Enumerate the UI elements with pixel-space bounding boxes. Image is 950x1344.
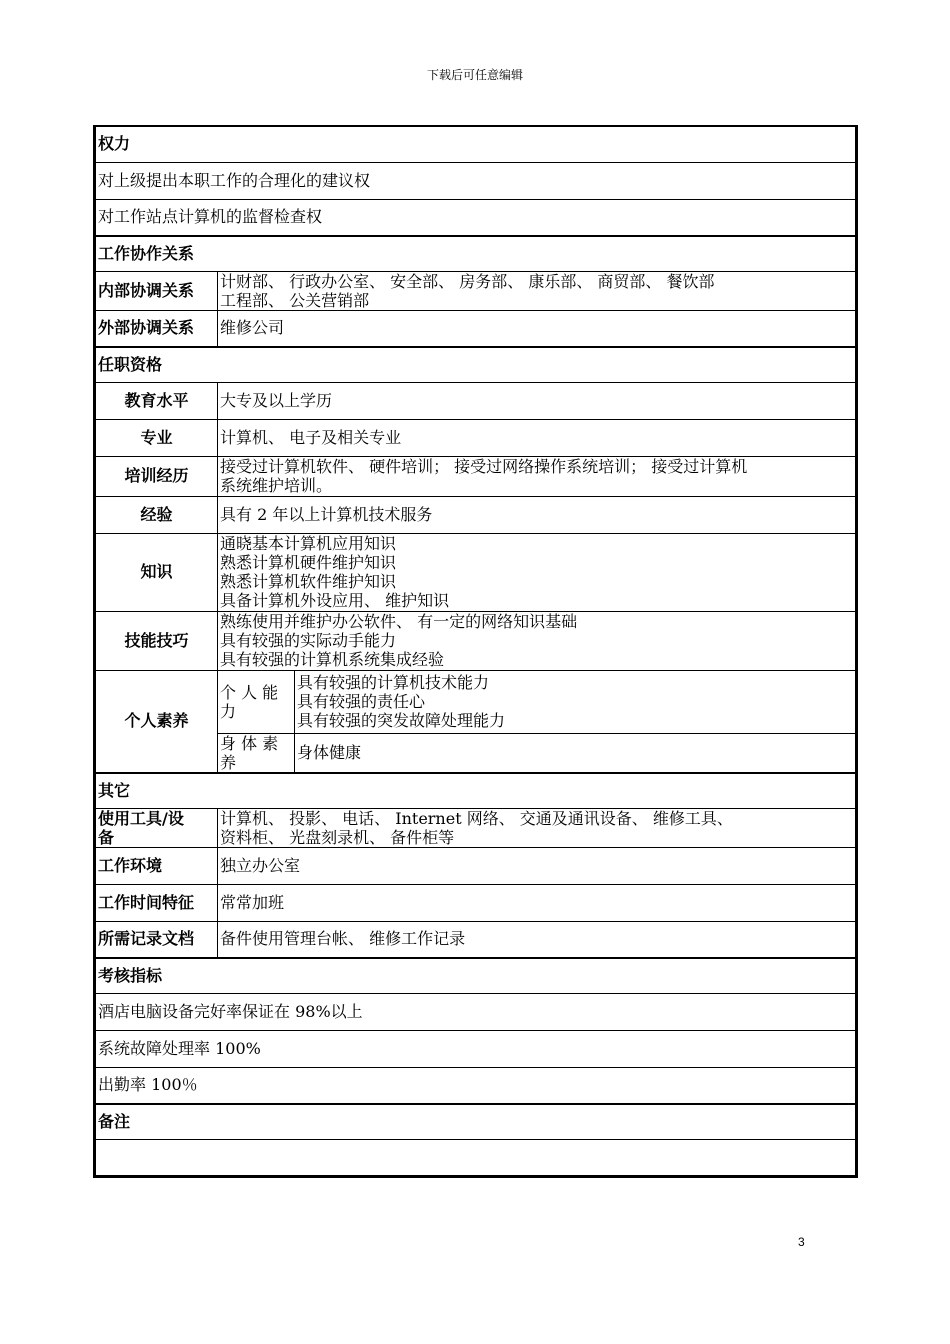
assessment-title: 考核指标 — [96, 958, 856, 993]
knowledge-item: 具备计算机外设应用、 维护知识 — [220, 591, 450, 610]
external-relations-label: 外部协调关系 — [96, 310, 218, 347]
knowledge-item: 通晓基本计算机应用知识 — [220, 534, 397, 553]
physical-sublabel — [218, 733, 295, 773]
remarks-value-row — [96, 1139, 856, 1175]
physical-sublabel-line: 养 — [220, 752, 237, 772]
skills-label: 技能技巧 — [96, 611, 218, 670]
knowledge-label: 知识 — [96, 533, 218, 611]
knowledge-row — [96, 533, 856, 611]
tools-line: 资料柜、 光盘刻录机、 备件柜等 — [220, 827, 455, 847]
assessment-item: 酒店电脑设备完好率保证在 98%以上 — [96, 993, 856, 1030]
remarks-title: 备注 — [96, 1104, 856, 1139]
experience-value: 具有 2 年以上计算机技术服务 — [218, 496, 856, 533]
major-row — [96, 419, 856, 456]
training-value — [218, 456, 856, 496]
page-number: 3 — [798, 1235, 805, 1249]
education-value: 大专及以上学历 — [218, 382, 856, 419]
ability-sublabel — [218, 670, 295, 733]
education-row — [96, 382, 856, 419]
work-time-label: 工作时间特征 — [96, 884, 218, 921]
tools-line: 计算机、 投影、 电话、 Internet 网络、 交通及通讯设备、 维修工具、 — [220, 808, 733, 828]
skills-value — [218, 611, 856, 670]
assessment-item-row — [96, 1067, 856, 1104]
assessment-item: 出勤率 100％ — [96, 1067, 856, 1104]
training-line: 接受过计算机软件、 硬件培训； 接受过网络操作系统培训； 接受过计算机 — [220, 457, 748, 476]
knowledge-item: 熟悉计算机硬件维护知识 — [220, 553, 397, 572]
work-time-row — [96, 884, 856, 921]
assessment-item-row — [96, 993, 856, 1030]
authority-item-row — [96, 199, 856, 236]
ability-sublabel-line: 力 — [220, 701, 237, 721]
ability-value — [295, 670, 856, 733]
ability-item: 具有较强的突发故障处理能力 — [297, 711, 506, 730]
internal-relations-row — [96, 271, 856, 310]
tools-value — [218, 808, 856, 847]
other-title: 其它 — [96, 773, 856, 808]
authority-section-row — [96, 127, 856, 162]
knowledge-value — [218, 533, 856, 611]
external-relations-value: 维修公司 — [218, 310, 856, 347]
skills-item: 具有较强的实际动手能力 — [220, 631, 397, 650]
experience-label: 经验 — [96, 496, 218, 533]
physical-value: 身体健康 — [295, 733, 856, 773]
records-row — [96, 921, 856, 958]
internal-relations-value — [218, 271, 856, 310]
ability-item: 具有较强的计算机技术能力 — [297, 673, 490, 692]
personal-ability-row — [96, 670, 856, 733]
physical-sublabel-line: 身 体 素 — [220, 733, 279, 753]
external-relations-row — [96, 310, 856, 347]
qualifications-section-row — [96, 347, 856, 382]
tools-label — [96, 808, 218, 847]
training-row — [96, 456, 856, 496]
authority-item: 对工作站点计算机的监督检查权 — [96, 199, 856, 236]
environment-label: 工作环境 — [96, 847, 218, 884]
records-value: 备件使用管理台帐、 维修工作记录 — [218, 921, 856, 958]
environment-row — [96, 847, 856, 884]
authority-item: 对上级提出本职工作的合理化的建议权 — [96, 162, 856, 199]
remarks-value — [96, 1139, 856, 1175]
personal-quality-label: 个人素养 — [96, 670, 218, 773]
ability-item: 具有较强的责任心 — [297, 692, 426, 711]
assessment-item-row — [96, 1030, 856, 1067]
internal-relations-line: 工程部、 公关营销部 — [220, 290, 370, 310]
major-value: 计算机、 电子及相关专业 — [218, 419, 856, 456]
records-label: 所需记录文档 — [96, 921, 218, 958]
remarks-section-row — [96, 1104, 856, 1139]
tools-row — [96, 808, 856, 847]
knowledge-item: 熟悉计算机软件维护知识 — [220, 572, 397, 591]
relations-title: 工作协作关系 — [96, 236, 856, 271]
experience-row — [96, 496, 856, 533]
authority-item-row — [96, 162, 856, 199]
tools-label-line: 使用工具/设 — [98, 808, 184, 828]
training-line: 系统维护培训。 — [220, 476, 333, 495]
assessment-section-row — [96, 958, 856, 993]
header-note: 下载后可任意编辑 — [426, 68, 523, 82]
qualifications-title: 任职资格 — [96, 347, 856, 382]
skills-item: 熟练使用并维护办公软件、 有一定的网络知识基础 — [220, 612, 578, 631]
skills-row — [96, 611, 856, 670]
internal-relations-label: 内部协调关系 — [96, 271, 218, 310]
relations-section-row — [96, 236, 856, 271]
ability-sublabel-line: 个 人 能 — [220, 682, 279, 702]
assessment-item: 系统故障处理率 100% — [96, 1030, 856, 1067]
authority-title: 权力 — [96, 127, 856, 162]
skills-item: 具有较强的计算机系统集成经验 — [220, 650, 445, 669]
other-section-row — [96, 773, 856, 808]
tools-label-line: 备 — [98, 827, 115, 847]
environment-value: 独立办公室 — [218, 847, 856, 884]
internal-relations-line: 计财部、 行政办公室、 安全部、 房务部、 康乐部、 商贸部、 餐饮部 — [220, 271, 715, 291]
work-time-value: 常常加班 — [218, 884, 856, 921]
job-description-table — [93, 125, 858, 1178]
education-label: 教育水平 — [96, 382, 218, 419]
major-label: 专业 — [96, 419, 218, 456]
training-label: 培训经历 — [96, 456, 218, 496]
